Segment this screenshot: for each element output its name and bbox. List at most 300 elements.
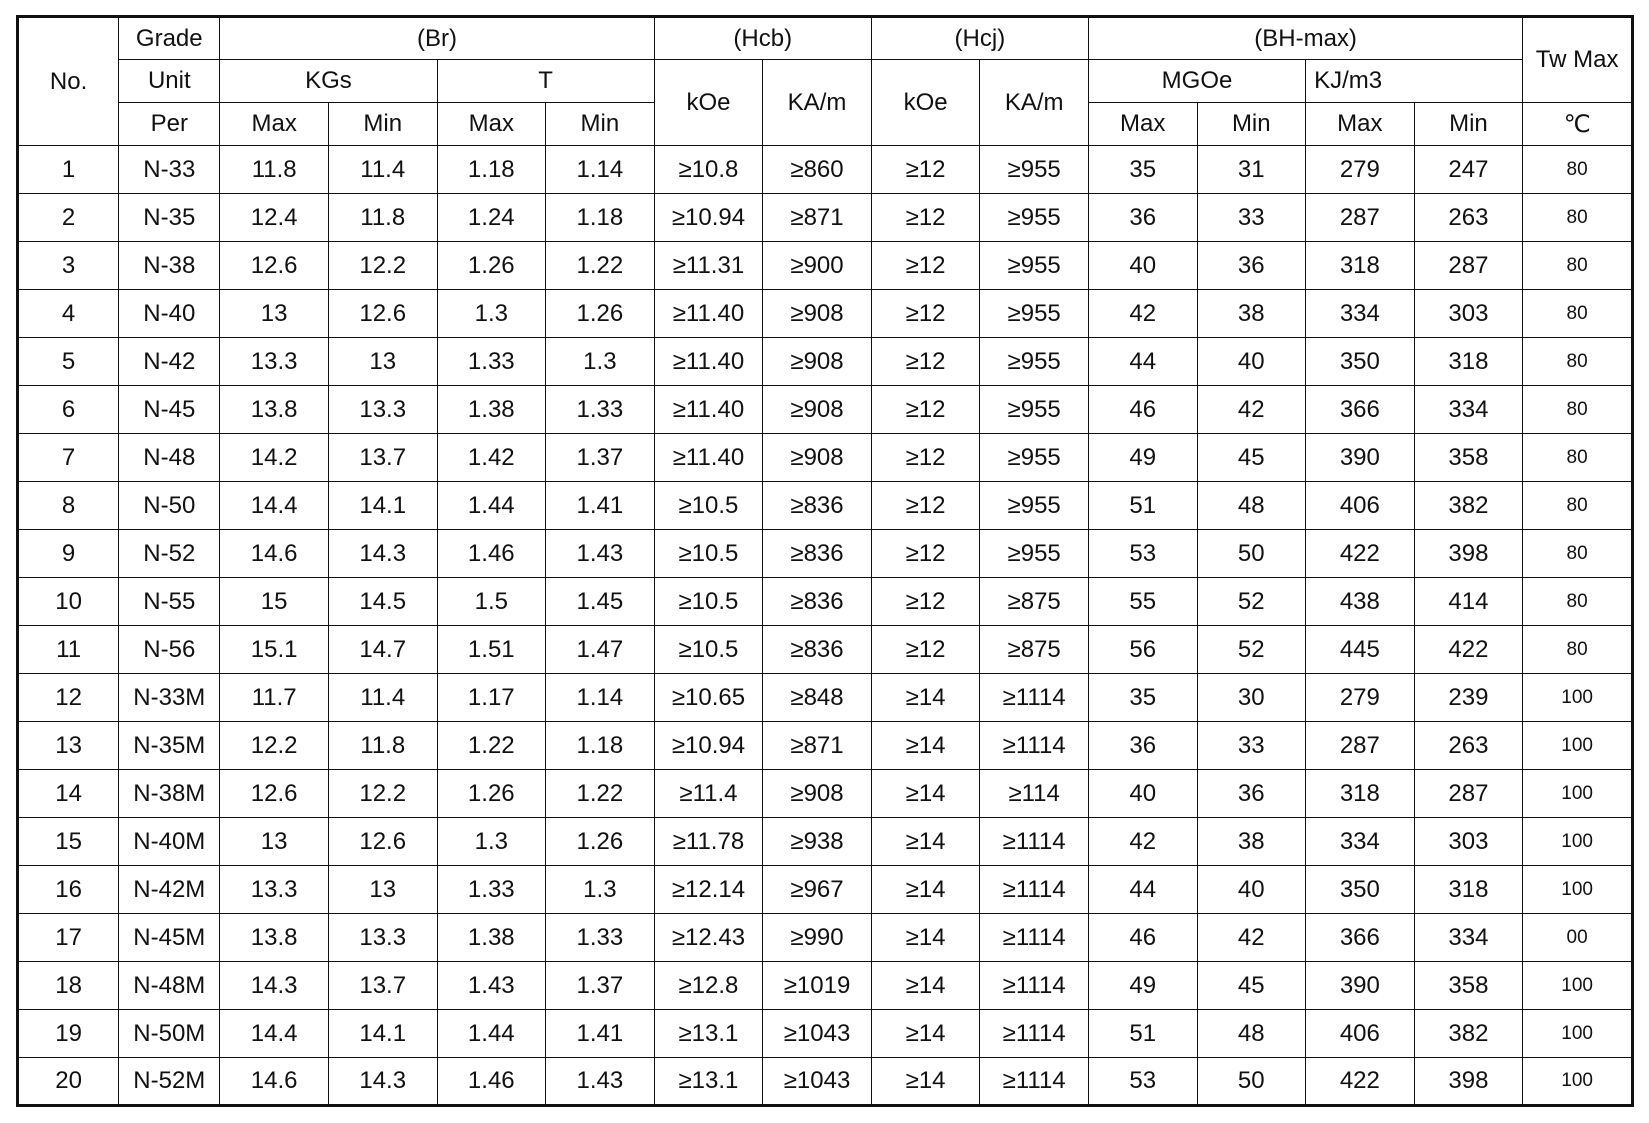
- cell-br-t-max: 1.33: [437, 338, 546, 386]
- cell-bhmax-kjm3-max: 279: [1306, 146, 1415, 194]
- cell-hcj-koe: ≥14: [871, 770, 980, 818]
- cell-br-t-max: 1.42: [437, 434, 546, 482]
- cell-hcj-kam: ≥875: [980, 626, 1089, 674]
- cell-br-t-max: 1.38: [437, 386, 546, 434]
- cell-no: 15: [18, 818, 119, 866]
- cell-no: 3: [18, 242, 119, 290]
- cell-br-kgs-max: 13: [220, 818, 329, 866]
- cell-br-t-min: 1.43: [546, 530, 655, 578]
- cell-br-kgs-min: 14.5: [328, 578, 437, 626]
- cell-bhmax-kjm3-min: 398: [1414, 1058, 1523, 1106]
- cell-hcb-koe: ≥12.14: [654, 866, 763, 914]
- cell-bhmax-mgoe-min: 52: [1197, 626, 1306, 674]
- cell-br-t-max: 1.26: [437, 242, 546, 290]
- cell-bhmax-kjm3-max: 318: [1306, 242, 1415, 290]
- cell-br-t-min: 1.14: [546, 146, 655, 194]
- cell-grade: N-50M: [119, 1010, 220, 1058]
- cell-hcj-koe: ≥12: [871, 338, 980, 386]
- cell-bhmax-mgoe-max: 53: [1088, 530, 1197, 578]
- cell-br-kgs-min: 13.7: [328, 962, 437, 1010]
- cell-bhmax-mgoe-max: 36: [1088, 722, 1197, 770]
- cell-bhmax-kjm3-min: 287: [1414, 242, 1523, 290]
- cell-tw-max: 80: [1523, 626, 1633, 674]
- cell-tw-max: 80: [1523, 530, 1633, 578]
- unit-mgoe: MGOe: [1088, 60, 1305, 103]
- cell-hcb-koe: ≥10.65: [654, 674, 763, 722]
- cell-hcb-koe: ≥11.40: [654, 290, 763, 338]
- cell-hcb-koe: ≥10.5: [654, 626, 763, 674]
- cell-br-kgs-min: 14.1: [328, 482, 437, 530]
- cell-hcb-koe: ≥11.40: [654, 434, 763, 482]
- table-row: [18, 194, 1633, 242]
- cell-bhmax-mgoe-min: 42: [1197, 386, 1306, 434]
- cell-no: 10: [18, 578, 119, 626]
- cell-bhmax-mgoe-max: 55: [1088, 578, 1197, 626]
- cell-bhmax-mgoe-min: 36: [1197, 242, 1306, 290]
- cell-br-t-min: 1.3: [546, 866, 655, 914]
- subheader-kgs-max: Max: [220, 103, 329, 146]
- cell-bhmax-kjm3-max: 422: [1306, 1058, 1415, 1106]
- cell-hcb-kam: ≥908: [763, 338, 872, 386]
- cell-bhmax-mgoe-max: 36: [1088, 194, 1197, 242]
- cell-no: 13: [18, 722, 119, 770]
- cell-bhmax-kjm3-max: 366: [1306, 914, 1415, 962]
- col-header-hcj: (Hcj): [871, 17, 1088, 60]
- cell-grade: N-35M: [119, 722, 220, 770]
- cell-bhmax-kjm3-max: 318: [1306, 770, 1415, 818]
- cell-grade: N-38: [119, 242, 220, 290]
- cell-bhmax-kjm3-max: 406: [1306, 1010, 1415, 1058]
- subheader-t-max: Max: [437, 103, 546, 146]
- cell-hcb-kam: ≥836: [763, 530, 872, 578]
- cell-grade: N-45: [119, 386, 220, 434]
- cell-br-kgs-max: 13.3: [220, 866, 329, 914]
- cell-bhmax-kjm3-min: 303: [1414, 290, 1523, 338]
- cell-grade: N-33M: [119, 674, 220, 722]
- cell-hcb-koe: ≥13.1: [654, 1010, 763, 1058]
- cell-bhmax-mgoe-min: 38: [1197, 818, 1306, 866]
- cell-br-t-min: 1.43: [546, 1058, 655, 1106]
- cell-br-kgs-max: 15.1: [220, 626, 329, 674]
- table-row: [18, 242, 1633, 290]
- cell-hcj-koe: ≥12: [871, 530, 980, 578]
- cell-grade: N-35: [119, 194, 220, 242]
- cell-br-kgs-min: 13: [328, 338, 437, 386]
- cell-bhmax-mgoe-min: 50: [1197, 530, 1306, 578]
- cell-hcj-koe: ≥12: [871, 290, 980, 338]
- cell-grade: N-52M: [119, 1058, 220, 1106]
- cell-br-kgs-min: 11.4: [328, 146, 437, 194]
- cell-bhmax-kjm3-max: 334: [1306, 818, 1415, 866]
- cell-no: 12: [18, 674, 119, 722]
- cell-br-t-max: 1.5: [437, 578, 546, 626]
- cell-br-kgs-min: 12.6: [328, 290, 437, 338]
- cell-hcb-koe: ≥12.43: [654, 914, 763, 962]
- cell-bhmax-kjm3-max: 334: [1306, 290, 1415, 338]
- cell-tw-max: 80: [1523, 146, 1633, 194]
- cell-bhmax-kjm3-min: 334: [1414, 914, 1523, 962]
- cell-br-t-min: 1.18: [546, 722, 655, 770]
- cell-hcb-kam: ≥1043: [763, 1058, 872, 1106]
- cell-bhmax-kjm3-min: 287: [1414, 770, 1523, 818]
- cell-tw-max: 80: [1523, 578, 1633, 626]
- cell-hcj-kam: ≥955: [980, 482, 1089, 530]
- cell-hcb-koe: ≥10.94: [654, 194, 763, 242]
- cell-hcb-koe: ≥10.8: [654, 146, 763, 194]
- cell-hcb-kam: ≥967: [763, 866, 872, 914]
- cell-tw-max: 80: [1523, 434, 1633, 482]
- cell-br-kgs-max: 12.4: [220, 194, 329, 242]
- cell-grade: N-56: [119, 626, 220, 674]
- cell-hcj-kam: ≥875: [980, 578, 1089, 626]
- cell-grade: N-40M: [119, 818, 220, 866]
- unit-tesla: T: [437, 60, 654, 103]
- cell-bhmax-kjm3-max: 445: [1306, 626, 1415, 674]
- cell-bhmax-kjm3-min: 422: [1414, 626, 1523, 674]
- cell-hcj-kam: ≥955: [980, 290, 1089, 338]
- cell-hcj-koe: ≥12: [871, 626, 980, 674]
- table-body: [18, 146, 1633, 1106]
- table-row: [18, 722, 1633, 770]
- table-row: [18, 770, 1633, 818]
- cell-grade: N-48M: [119, 962, 220, 1010]
- cell-hcb-koe: ≥11.40: [654, 338, 763, 386]
- cell-hcj-kam: ≥1114: [980, 866, 1089, 914]
- cell-br-kgs-max: 14.4: [220, 1010, 329, 1058]
- cell-tw-max: 100: [1523, 722, 1633, 770]
- cell-hcj-koe: ≥12: [871, 434, 980, 482]
- cell-hcj-koe: ≥12: [871, 578, 980, 626]
- cell-hcb-kam: ≥1019: [763, 962, 872, 1010]
- cell-no: 18: [18, 962, 119, 1010]
- cell-br-t-min: 1.26: [546, 290, 655, 338]
- cell-bhmax-kjm3-min: 263: [1414, 194, 1523, 242]
- cell-hcb-koe: ≥10.5: [654, 482, 763, 530]
- table-row: [18, 146, 1633, 194]
- cell-br-t-max: 1.43: [437, 962, 546, 1010]
- cell-bhmax-kjm3-max: 390: [1306, 434, 1415, 482]
- cell-br-t-min: 1.33: [546, 386, 655, 434]
- table-row: [18, 626, 1633, 674]
- cell-bhmax-kjm3-min: 382: [1414, 482, 1523, 530]
- cell-hcb-kam: ≥990: [763, 914, 872, 962]
- cell-br-t-min: 1.37: [546, 962, 655, 1010]
- cell-br-t-max: 1.17: [437, 674, 546, 722]
- cell-no: 5: [18, 338, 119, 386]
- cell-bhmax-mgoe-min: 45: [1197, 434, 1306, 482]
- cell-br-t-min: 1.26: [546, 818, 655, 866]
- cell-br-t-max: 1.44: [437, 482, 546, 530]
- cell-br-t-min: 1.37: [546, 434, 655, 482]
- cell-hcj-kam: ≥955: [980, 146, 1089, 194]
- cell-hcb-kam: ≥1043: [763, 1010, 872, 1058]
- cell-bhmax-kjm3-min: 247: [1414, 146, 1523, 194]
- cell-hcb-koe: ≥11.31: [654, 242, 763, 290]
- cell-bhmax-mgoe-min: 38: [1197, 290, 1306, 338]
- cell-bhmax-mgoe-min: 36: [1197, 770, 1306, 818]
- cell-br-kgs-min: 12.2: [328, 242, 437, 290]
- cell-bhmax-mgoe-max: 49: [1088, 434, 1197, 482]
- cell-no: 14: [18, 770, 119, 818]
- cell-br-kgs-max: 14.2: [220, 434, 329, 482]
- cell-tw-max: 80: [1523, 386, 1633, 434]
- cell-br-kgs-max: 11.8: [220, 146, 329, 194]
- cell-hcj-kam: ≥1114: [980, 674, 1089, 722]
- cell-grade: N-52: [119, 530, 220, 578]
- cell-br-kgs-min: 13: [328, 866, 437, 914]
- cell-bhmax-kjm3-min: 414: [1414, 578, 1523, 626]
- cell-no: 19: [18, 1010, 119, 1058]
- cell-br-kgs-max: 14.6: [220, 1058, 329, 1106]
- cell-br-kgs-max: 14.6: [220, 530, 329, 578]
- col-header-per: Per: [119, 103, 220, 146]
- table-row: [18, 866, 1633, 914]
- cell-bhmax-mgoe-max: 44: [1088, 338, 1197, 386]
- cell-hcb-kam: ≥860: [763, 146, 872, 194]
- subheader-t-min: Min: [546, 103, 655, 146]
- cell-hcb-kam: ≥871: [763, 722, 872, 770]
- cell-bhmax-mgoe-min: 45: [1197, 962, 1306, 1010]
- cell-br-kgs-min: 13.3: [328, 914, 437, 962]
- cell-br-t-max: 1.3: [437, 818, 546, 866]
- cell-hcb-koe: ≥10.5: [654, 530, 763, 578]
- cell-br-t-min: 1.22: [546, 770, 655, 818]
- cell-bhmax-mgoe-min: 50: [1197, 1058, 1306, 1106]
- cell-bhmax-kjm3-max: 406: [1306, 482, 1415, 530]
- cell-no: 9: [18, 530, 119, 578]
- unit-hcb-kam: KA/m: [763, 60, 872, 146]
- cell-hcb-kam: ≥908: [763, 434, 872, 482]
- cell-bhmax-mgoe-max: 35: [1088, 146, 1197, 194]
- cell-hcj-koe: ≥12: [871, 194, 980, 242]
- unit-hcb-koe: kOe: [654, 60, 763, 146]
- cell-tw-max: 80: [1523, 242, 1633, 290]
- cell-no: 2: [18, 194, 119, 242]
- cell-hcj-koe: ≥14: [871, 722, 980, 770]
- cell-hcb-kam: ≥836: [763, 578, 872, 626]
- cell-hcj-kam: ≥955: [980, 338, 1089, 386]
- cell-tw-max: 100: [1523, 674, 1633, 722]
- cell-hcj-koe: ≥14: [871, 1058, 980, 1106]
- cell-tw-max: 100: [1523, 866, 1633, 914]
- cell-br-t-max: 1.3: [437, 290, 546, 338]
- cell-br-kgs-max: 12.6: [220, 770, 329, 818]
- cell-br-t-max: 1.26: [437, 770, 546, 818]
- cell-grade: N-50: [119, 482, 220, 530]
- cell-bhmax-mgoe-max: 49: [1088, 962, 1197, 1010]
- cell-hcb-kam: ≥836: [763, 626, 872, 674]
- cell-bhmax-mgoe-max: 44: [1088, 866, 1197, 914]
- cell-br-t-min: 1.33: [546, 914, 655, 962]
- subheader-mgoe-max: Max: [1088, 103, 1197, 146]
- cell-br-kgs-max: 13.3: [220, 338, 329, 386]
- table-row: [18, 290, 1633, 338]
- col-header-tw-max: Tw Max: [1523, 17, 1633, 103]
- cell-br-kgs-max: 12.6: [220, 242, 329, 290]
- cell-hcb-koe: ≥10.5: [654, 578, 763, 626]
- cell-br-t-min: 1.3: [546, 338, 655, 386]
- cell-hcj-kam: ≥955: [980, 194, 1089, 242]
- cell-bhmax-mgoe-max: 40: [1088, 242, 1197, 290]
- cell-hcb-koe: ≥10.94: [654, 722, 763, 770]
- cell-br-t-max: 1.33: [437, 866, 546, 914]
- unit-kgs: KGs: [220, 60, 437, 103]
- cell-br-kgs-min: 11.8: [328, 194, 437, 242]
- table-row: [18, 338, 1633, 386]
- cell-br-kgs-max: 15: [220, 578, 329, 626]
- cell-hcb-koe: ≥12.8: [654, 962, 763, 1010]
- cell-bhmax-kjm3-max: 390: [1306, 962, 1415, 1010]
- cell-br-t-min: 1.18: [546, 194, 655, 242]
- cell-grade: N-40: [119, 290, 220, 338]
- subheader-kjm3-max: Max: [1306, 103, 1415, 146]
- table-row: [18, 1010, 1633, 1058]
- cell-grade: N-33: [119, 146, 220, 194]
- cell-br-kgs-min: 14.3: [328, 530, 437, 578]
- cell-bhmax-kjm3-max: 350: [1306, 866, 1415, 914]
- cell-hcj-kam: ≥1114: [980, 1058, 1089, 1106]
- cell-tw-max: 80: [1523, 290, 1633, 338]
- cell-grade: N-48: [119, 434, 220, 482]
- cell-grade: N-42M: [119, 866, 220, 914]
- table-row: [18, 578, 1633, 626]
- cell-no: 7: [18, 434, 119, 482]
- cell-bhmax-kjm3-max: 279: [1306, 674, 1415, 722]
- table-row: [18, 914, 1633, 962]
- cell-br-kgs-min: 12.6: [328, 818, 437, 866]
- cell-br-t-min: 1.41: [546, 482, 655, 530]
- cell-bhmax-mgoe-max: 51: [1088, 1010, 1197, 1058]
- cell-bhmax-mgoe-max: 51: [1088, 482, 1197, 530]
- cell-br-kgs-max: 13: [220, 290, 329, 338]
- cell-br-kgs-max: 14.4: [220, 482, 329, 530]
- cell-bhmax-mgoe-min: 42: [1197, 914, 1306, 962]
- cell-br-t-max: 1.18: [437, 146, 546, 194]
- cell-tw-max: 100: [1523, 770, 1633, 818]
- cell-br-kgs-max: 13.8: [220, 914, 329, 962]
- cell-bhmax-mgoe-max: 42: [1088, 290, 1197, 338]
- cell-bhmax-kjm3-min: 358: [1414, 962, 1523, 1010]
- cell-hcb-kam: ≥908: [763, 386, 872, 434]
- table-row: [18, 674, 1633, 722]
- cell-no: 4: [18, 290, 119, 338]
- cell-br-kgs-max: 14.3: [220, 962, 329, 1010]
- cell-bhmax-mgoe-max: 40: [1088, 770, 1197, 818]
- cell-tw-max: 80: [1523, 194, 1633, 242]
- cell-bhmax-mgoe-min: 48: [1197, 482, 1306, 530]
- cell-bhmax-mgoe-max: 42: [1088, 818, 1197, 866]
- cell-bhmax-mgoe-max: 56: [1088, 626, 1197, 674]
- unit-hcj-kam: KA/m: [980, 60, 1089, 146]
- cell-br-kgs-min: 14.3: [328, 1058, 437, 1106]
- unit-hcj-koe: kOe: [871, 60, 980, 146]
- cell-hcj-koe: ≥14: [871, 818, 980, 866]
- cell-hcj-kam: ≥955: [980, 386, 1089, 434]
- cell-tw-max: 80: [1523, 338, 1633, 386]
- col-header-no: No.: [18, 17, 119, 146]
- cell-bhmax-kjm3-max: 287: [1306, 722, 1415, 770]
- cell-hcj-kam: ≥955: [980, 434, 1089, 482]
- cell-br-t-max: 1.38: [437, 914, 546, 962]
- cell-br-t-min: 1.41: [546, 1010, 655, 1058]
- col-header-br: (Br): [220, 17, 654, 60]
- col-header-grade: Grade: [119, 17, 220, 60]
- cell-no: 11: [18, 626, 119, 674]
- cell-tw-max: 00: [1523, 914, 1633, 962]
- cell-br-t-max: 1.46: [437, 1058, 546, 1106]
- cell-hcb-koe: ≥11.40: [654, 386, 763, 434]
- cell-grade: N-42: [119, 338, 220, 386]
- cell-bhmax-kjm3-max: 350: [1306, 338, 1415, 386]
- cell-bhmax-kjm3-min: 318: [1414, 338, 1523, 386]
- col-header-bhmax: (BH-max): [1088, 17, 1522, 60]
- cell-bhmax-kjm3-min: 239: [1414, 674, 1523, 722]
- cell-no: 17: [18, 914, 119, 962]
- cell-br-kgs-min: 13.7: [328, 434, 437, 482]
- cell-br-kgs-min: 11.8: [328, 722, 437, 770]
- cell-no: 1: [18, 146, 119, 194]
- table-row: [18, 962, 1633, 1010]
- cell-bhmax-kjm3-max: 438: [1306, 578, 1415, 626]
- cell-bhmax-kjm3-min: 358: [1414, 434, 1523, 482]
- table-row: [18, 482, 1633, 530]
- table-header: [18, 17, 1633, 146]
- cell-br-kgs-max: 12.2: [220, 722, 329, 770]
- cell-no: 8: [18, 482, 119, 530]
- cell-hcb-kam: ≥908: [763, 290, 872, 338]
- cell-hcb-kam: ≥848: [763, 674, 872, 722]
- table-row: [18, 434, 1633, 482]
- cell-hcb-kam: ≥836: [763, 482, 872, 530]
- cell-br-t-min: 1.22: [546, 242, 655, 290]
- cell-hcj-kam: ≥1114: [980, 818, 1089, 866]
- cell-hcb-koe: ≥13.1: [654, 1058, 763, 1106]
- cell-hcb-kam: ≥871: [763, 194, 872, 242]
- cell-hcj-koe: ≥14: [871, 962, 980, 1010]
- cell-no: 16: [18, 866, 119, 914]
- cell-hcj-kam: ≥955: [980, 242, 1089, 290]
- cell-bhmax-kjm3-max: 287: [1306, 194, 1415, 242]
- magnet-grade-spec-table: [16, 15, 1634, 1107]
- cell-bhmax-mgoe-min: 52: [1197, 578, 1306, 626]
- table-row: [18, 1058, 1633, 1106]
- cell-br-kgs-min: 13.3: [328, 386, 437, 434]
- cell-no: 6: [18, 386, 119, 434]
- table-row: [18, 818, 1633, 866]
- cell-bhmax-kjm3-min: 263: [1414, 722, 1523, 770]
- cell-br-kgs-max: 13.8: [220, 386, 329, 434]
- cell-bhmax-mgoe-min: 30: [1197, 674, 1306, 722]
- cell-tw-max: 100: [1523, 1058, 1633, 1106]
- cell-bhmax-mgoe-max: 46: [1088, 914, 1197, 962]
- cell-hcb-kam: ≥938: [763, 818, 872, 866]
- cell-no: 20: [18, 1058, 119, 1106]
- cell-br-t-min: 1.14: [546, 674, 655, 722]
- cell-bhmax-mgoe-min: 48: [1197, 1010, 1306, 1058]
- cell-tw-max: 100: [1523, 962, 1633, 1010]
- cell-grade: N-45M: [119, 914, 220, 962]
- cell-hcj-koe: ≥14: [871, 914, 980, 962]
- cell-hcb-koe: ≥11.78: [654, 818, 763, 866]
- cell-hcj-koe: ≥12: [871, 482, 980, 530]
- subheader-celsius: ℃: [1523, 103, 1633, 146]
- cell-bhmax-mgoe-min: 40: [1197, 338, 1306, 386]
- cell-bhmax-kjm3-min: 398: [1414, 530, 1523, 578]
- cell-hcj-koe: ≥14: [871, 1010, 980, 1058]
- cell-hcj-kam: ≥114: [980, 770, 1089, 818]
- cell-br-t-max: 1.51: [437, 626, 546, 674]
- cell-grade: N-38M: [119, 770, 220, 818]
